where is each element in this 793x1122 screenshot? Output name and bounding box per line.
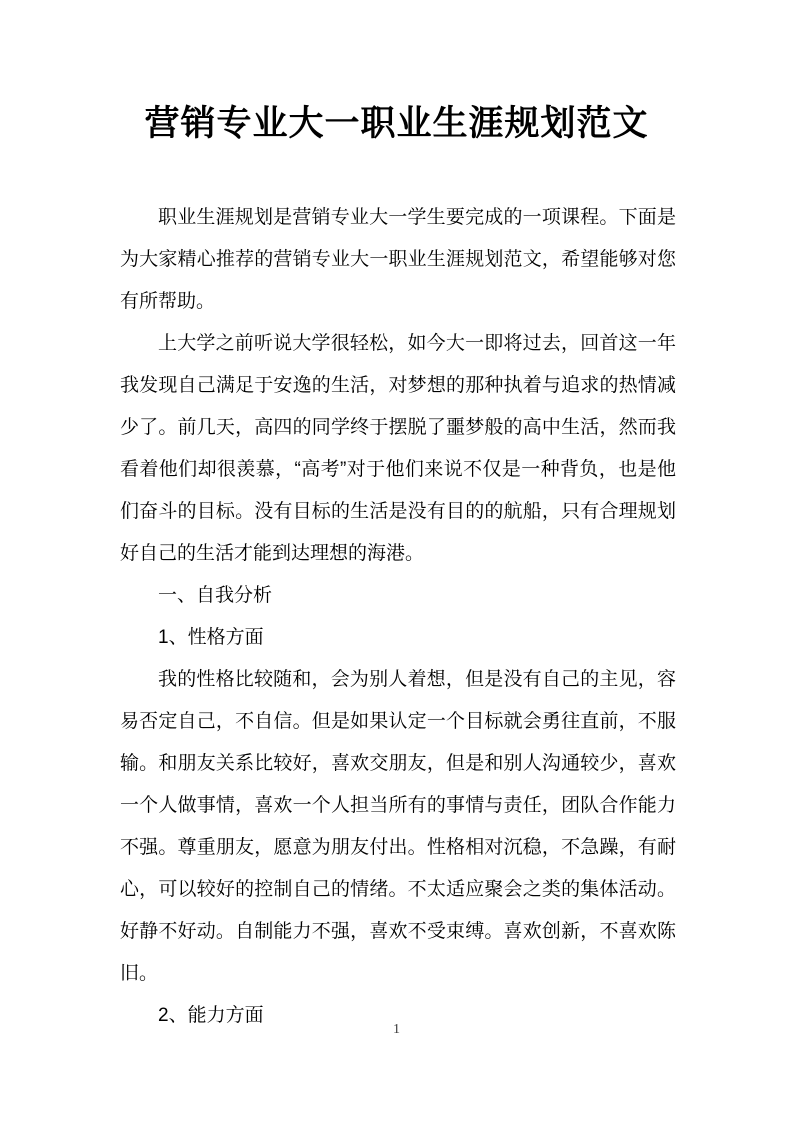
paragraph-opening: 上大学之前听说大学很轻松，如今大一即将过去，回首这一年我发现自己满足于安逸的生活，对梦想的那种执着与追求的热情减少了。前几天，高四的同学终于摆脱了噩梦般的高中生活，然而我看着他们却很羡慕，“高考”对于他们来说不仅是一种背负，也是他们奋斗的目标。没有目标的生活是没有目的的航船，只有合理规划好自己的生活才能到达理想的海港。 [120,333,676,564]
paragraph-intro: 职业生涯规划是营销专业大一学生要完成的一项课程。下面是为大家精心推荐的营销专业大一职业生涯规划范文，希望能够对您有所帮助。 [120,207,676,312]
paragraph-personality: 我的性格比较随和，会为别人着想，但是没有自己的主见，容易否定自己，不自信。但是如果认定一个目标就会勇往直前，不服输。和朋友关系比较好，喜欢交朋友，但是和别人沟通较少，喜欢一个人做事情，喜欢一个人担当所有的事情与责任，团队合作能力不强。尊重朋友，愿意为朋友付出。性格相对沉稳，不急躁，有耐心，可以较好的控制自己的情绪。不太适应聚会之类的集体活动。好静不好动。自制能力不强，喜欢不受束缚。喜欢创新，不喜欢陈旧。 [120,669,676,984]
subsection-heading-personality: 1、性格方面 [158,627,264,648]
page-number: 1 [393,1022,400,1037]
document-title: 营销专业大一职业生涯规划范文 [144,104,649,143]
subsection-heading-ability: 2、能力方面 [158,1005,264,1026]
section-heading-self-analysis: 一、自我分析 [158,585,273,606]
document-body [120,197,676,1037]
